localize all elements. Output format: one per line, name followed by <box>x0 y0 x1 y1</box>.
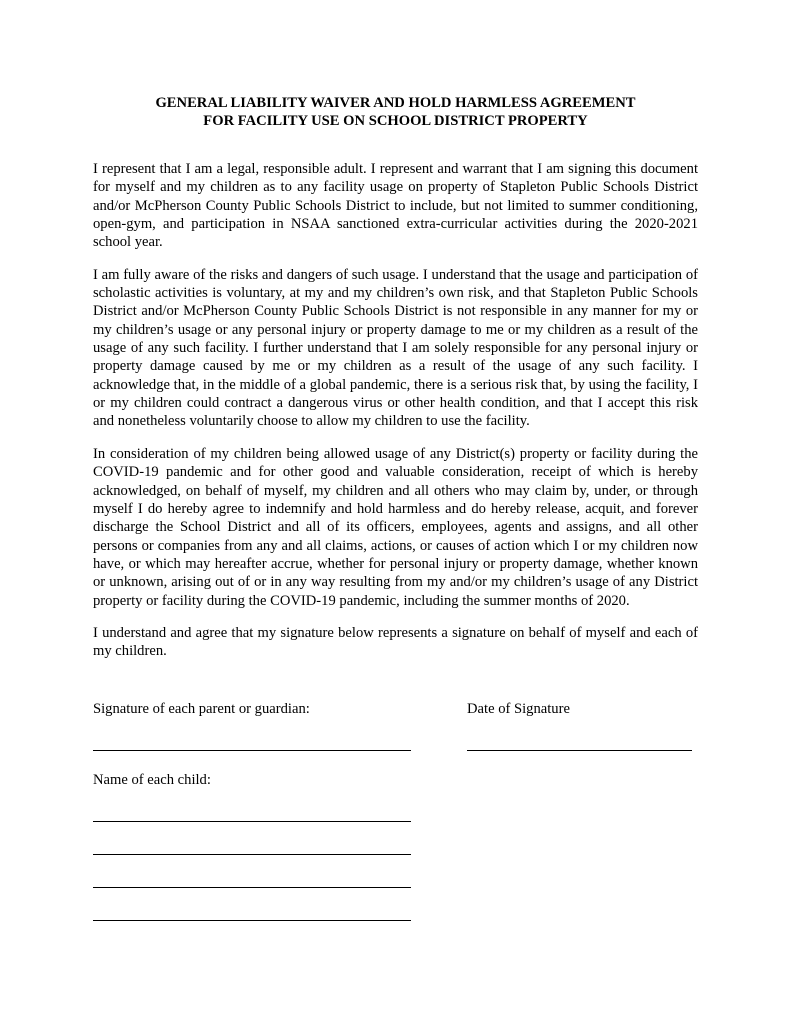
title-line-2: FOR FACILITY USE ON SCHOOL DISTRICT PROPERTY <box>203 113 588 129</box>
child-name-line-2[interactable] <box>93 854 411 855</box>
child-name-line-1[interactable] <box>93 821 411 822</box>
paragraph-risk-acknowledgement: I am fully aware of the risks and dangers of such usage. I understand that the usage and participation of scholastic activities is voluntary, at my and my children’s own risk, and that Stapleton Public Schools District and/or McPherson County Public Schools District is not responsible in any manner for my or my children’s usage or any personal injury or property damage to me or my children as a result of the usage of any such facility. I further understand that I am solely responsible for any personal injury or property damage caused by me or my children as a result of the usage of any such facility. I acknowledge that, in the middle of a global pandemic, there is a serious risk that, by using the facility, I or my children could contract a dangerous virus or other health condition, and that I accept this risk and nonetheless voluntarily choose to allow my children to use the facility. <box>93 266 698 430</box>
signature-label: Signature of each parent or guardian: <box>93 701 310 717</box>
signature-line[interactable] <box>93 750 411 751</box>
document-title <box>93 94 698 130</box>
date-line[interactable] <box>467 750 692 751</box>
paragraph-release-indemnity: In consideration of my children being allowed usage of any District(s) property or facility during the COVID-19 pandemic and for other good and valuable consideration, receipt of which is hereby acknowledged, on behalf of myself, my children and all others who may claim by, under, or through myself I do hereby agree to indemnify and hold harmless and do hereby release, acquit, and forever discharge the School District and all of its officers, employees, agents and assigns, and all other persons or companies from any and all claims, actions, or causes of action which I or my children now have, or which may hereafter accrue, whether for personal injury or property damage, whether known or unknown, arising out of or in any way resulting from my and/or my children’s usage of any District property or facility during the COVID-19 pandemic, including the summer months of 2020. <box>93 445 698 609</box>
paragraph-representation: I represent that I am a legal, responsible adult. I represent and warrant that I am signing this document for myself and my children as to any facility usage on property of Stapleton Public Schools District and/or McPherson County Public Schools District to include, but not limited to summer conditioning, open-gym, and participation in NSAA sanctioned extra-curricular activities during the 2020-2021 school year. <box>93 161 698 251</box>
child-name-line-3[interactable] <box>93 887 411 888</box>
title-line-1: GENERAL LIABILITY WAIVER AND HOLD HARMLESS AGREEMENT <box>155 95 636 111</box>
date-label: Date of Signature <box>467 701 570 717</box>
paragraph-signature-agreement: I understand and agree that my signature below represents a signature on behalf of myself and each of my children. <box>93 624 698 660</box>
child-name-label: Name of each child: <box>93 772 211 788</box>
agreement-body <box>93 160 698 675</box>
child-name-line-4[interactable] <box>93 920 411 921</box>
